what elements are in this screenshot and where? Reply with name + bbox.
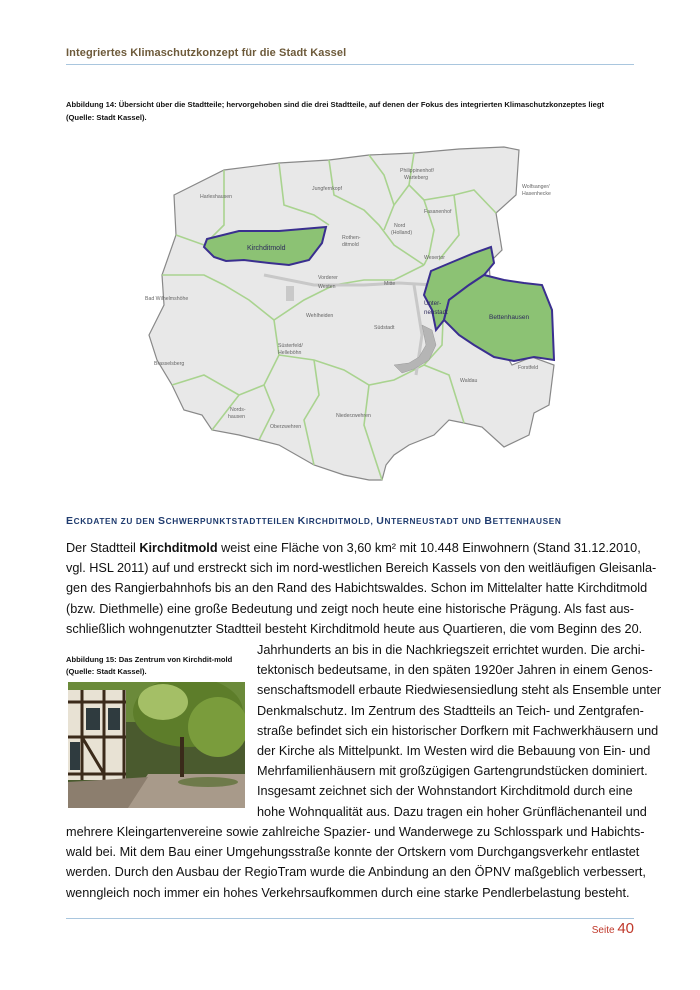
page-label: Seite: [591, 925, 615, 936]
heading-initial: B: [484, 515, 493, 527]
paragraph-line: werden. Durch den Ausbau der RegioTram wurde die Anbindung an den ÖPNV maßgeblich verbessert,: [66, 865, 646, 880]
paragraph-line: wenngleich noch immer ein hohes Verkehrsaufkommen durch eine starke Pendlerbelastung besteht.: [66, 885, 630, 900]
paragraph-3: [66, 822, 646, 903]
label-westen: Westen: [318, 284, 336, 290]
paragraph-line: gen des Rangierbahnhofs bis an den Rand des Habichtswaldes. Schon im Mittelalter hatte Kirchditmold: [66, 581, 648, 596]
label-waldau: Waldau: [460, 378, 478, 384]
paragraph-line: Mehrfamilienhäusern mit großzügigen Gartengrundstücken dominiert.: [257, 764, 648, 779]
label-philippinenhof: Philippinenhof/: [400, 168, 435, 174]
paragraph-line: senschaftsmodell erbaute Riedwiesensiedlung steht als Ensemble unter: [257, 683, 662, 698]
paragraph-line: Jahrhunderts an bis in die Nachkriegszeit errichtet wurden. Die archi-: [257, 643, 645, 657]
page-number: [592, 920, 634, 937]
paragraph-line: hohe Wohnqualität aus. Dazu tragen ein hoher Grünflächenanteil und: [257, 804, 647, 819]
label-fasanenhof: Fasanenhof: [424, 209, 452, 215]
paragraph-line: Insgesamt zeichnet sich der Wohnstandort Kirchditmold durch eine: [257, 784, 633, 799]
heading-initial: S: [158, 515, 166, 527]
heading-initial: U: [376, 515, 385, 527]
label-wehlheiden: Wehlheiden: [306, 313, 334, 319]
paragraph-line: wald bei. Mit dem Bau einer Umgehungsstraße konnte der Ortskern vom Durchgangsverkehr entlastet: [66, 845, 640, 860]
label-kirchditmold: Kirchditmold: [247, 245, 286, 252]
label-nordshausen-2: hausen: [228, 414, 246, 420]
label-oberzwehren: Oberzwehren: [270, 424, 302, 430]
paragraph-line: (bzw. Diethmelle) eine große Bedeutung und zeigt noch heute eine historische Prägung. Als fast aus-: [66, 601, 634, 616]
kirchditmold-center-photo: [68, 682, 245, 808]
bold-kirchditmold: Kirchditmold: [139, 541, 218, 555]
label-bettenhausen: Bettenhausen: [489, 314, 530, 321]
label-warteberg: Warteberg: [404, 175, 429, 181]
label-nord-1: Nord: [394, 223, 406, 229]
label-nordshausen-1: Nords-: [230, 407, 246, 413]
paragraph-line: tektonisch bedeutsame, in den späten 1920er Jahren in einem Genos-: [257, 663, 653, 678]
heading-smallcaps: NTERNEUSTADT UND: [384, 516, 485, 526]
heading-smallcaps: IRCHDITMOLD,: [305, 516, 377, 526]
heading-smallcaps: CHWERPUNKTSTADTTEILEN: [165, 516, 298, 526]
running-header: Integriertes Klimaschutzkonzept für die Stadt Kassel: [66, 47, 347, 59]
paragraph-line: mehrere Kleingartenvereine sowie zahlreiche Spazier- und Wanderwege zu Schlosspark und Habichts-: [66, 825, 645, 839]
label-hasenhecke: Hasenhecke: [522, 191, 551, 197]
label-forstfeld: Forstfeld: [518, 365, 539, 371]
label-mitte: Mitte: [384, 281, 396, 287]
paragraph-1: [66, 538, 657, 639]
label-jungfernkopf: Jungfernkopf: [312, 186, 342, 192]
label-harleshausen: Harleshausen: [200, 194, 233, 200]
label-rothenditmold-2: ditmold: [342, 242, 359, 248]
heading-initial: K: [297, 515, 306, 527]
header-divider: [66, 64, 634, 65]
label-unterneustadt-2: neustadt: [424, 309, 448, 316]
paragraph-1-line-1: Der Stadtteil Kirchditmold weist eine Fläche von 3,60 km² mit 10.448 Einwohnern (Stand 31.12.2010,: [66, 541, 641, 555]
label-niederzwehren: Niederzwehren: [336, 413, 371, 419]
paragraph-line: der Kirche als Mittelpunkt. Im Westen wird die Bebauung von Ein- und: [257, 744, 651, 759]
heading-smallcaps: CKDATEN ZU DEN: [73, 516, 159, 526]
label-wesertor: Wesertor: [424, 255, 445, 261]
heading-smallcaps: ETTENHAUSEN: [492, 516, 562, 526]
label-suedstadt: Südstadt: [374, 325, 395, 331]
paragraph-line: vgl. HSL 2011) auf und erstreckt sich im nord-westlichen Bereich Kassels von den weitläufigen Gleisanla-: [66, 561, 657, 576]
label-unterneustadt-1: Unter-: [424, 300, 442, 307]
paragraph-line: Denkmalschutz. Im Zentrum des Stadtteils an Teich- und Zentgrafen-: [257, 703, 644, 718]
footer-divider: [66, 918, 634, 919]
label-rothenditmold-1: Rothen-: [342, 235, 361, 241]
heading-initial: E: [66, 515, 74, 527]
paragraph-2: [257, 640, 662, 822]
paragraph-line: straße befindet sich ein historischer Dorfkern mit Fachwerkhäusern und: [257, 723, 659, 738]
label-wolfsanger: Wolfsanger/: [522, 184, 550, 190]
label-suesterfeld-1: Süsterfeld/: [278, 343, 303, 349]
figure-14-caption: Abbildung 14: Übersicht über die Stadtteile; hervorgehoben sind die drei Stadtteile, auf denen der Fokus des integrierten Klimaschutzkonzeptes liegt (Quelle: Stadt Kassel).: [66, 100, 604, 122]
kassel-district-map: [64, 135, 634, 505]
page-number-value: 40: [617, 920, 634, 937]
section-heading: [66, 515, 636, 527]
label-bad-wilhelmshoehe: Bad Wilhelmshöhe: [145, 296, 189, 302]
label-suesterfeld-2: Helleböhn: [278, 350, 302, 356]
label-nord-2: (Holland): [391, 230, 413, 236]
label-vorderer: Vorderer: [318, 275, 338, 281]
label-brasselsberg: Brasselsberg: [154, 361, 185, 367]
figure-15-caption: Abbildung 15: Das Zentrum von Kirchdit-mold (Quelle: Stadt Kassel).: [66, 655, 233, 676]
paragraph-line: schließlich wohngenutzter Stadtteil besteht Kirchditmold heute aus Quartieren, die vom Beginn des 20.: [66, 621, 643, 636]
